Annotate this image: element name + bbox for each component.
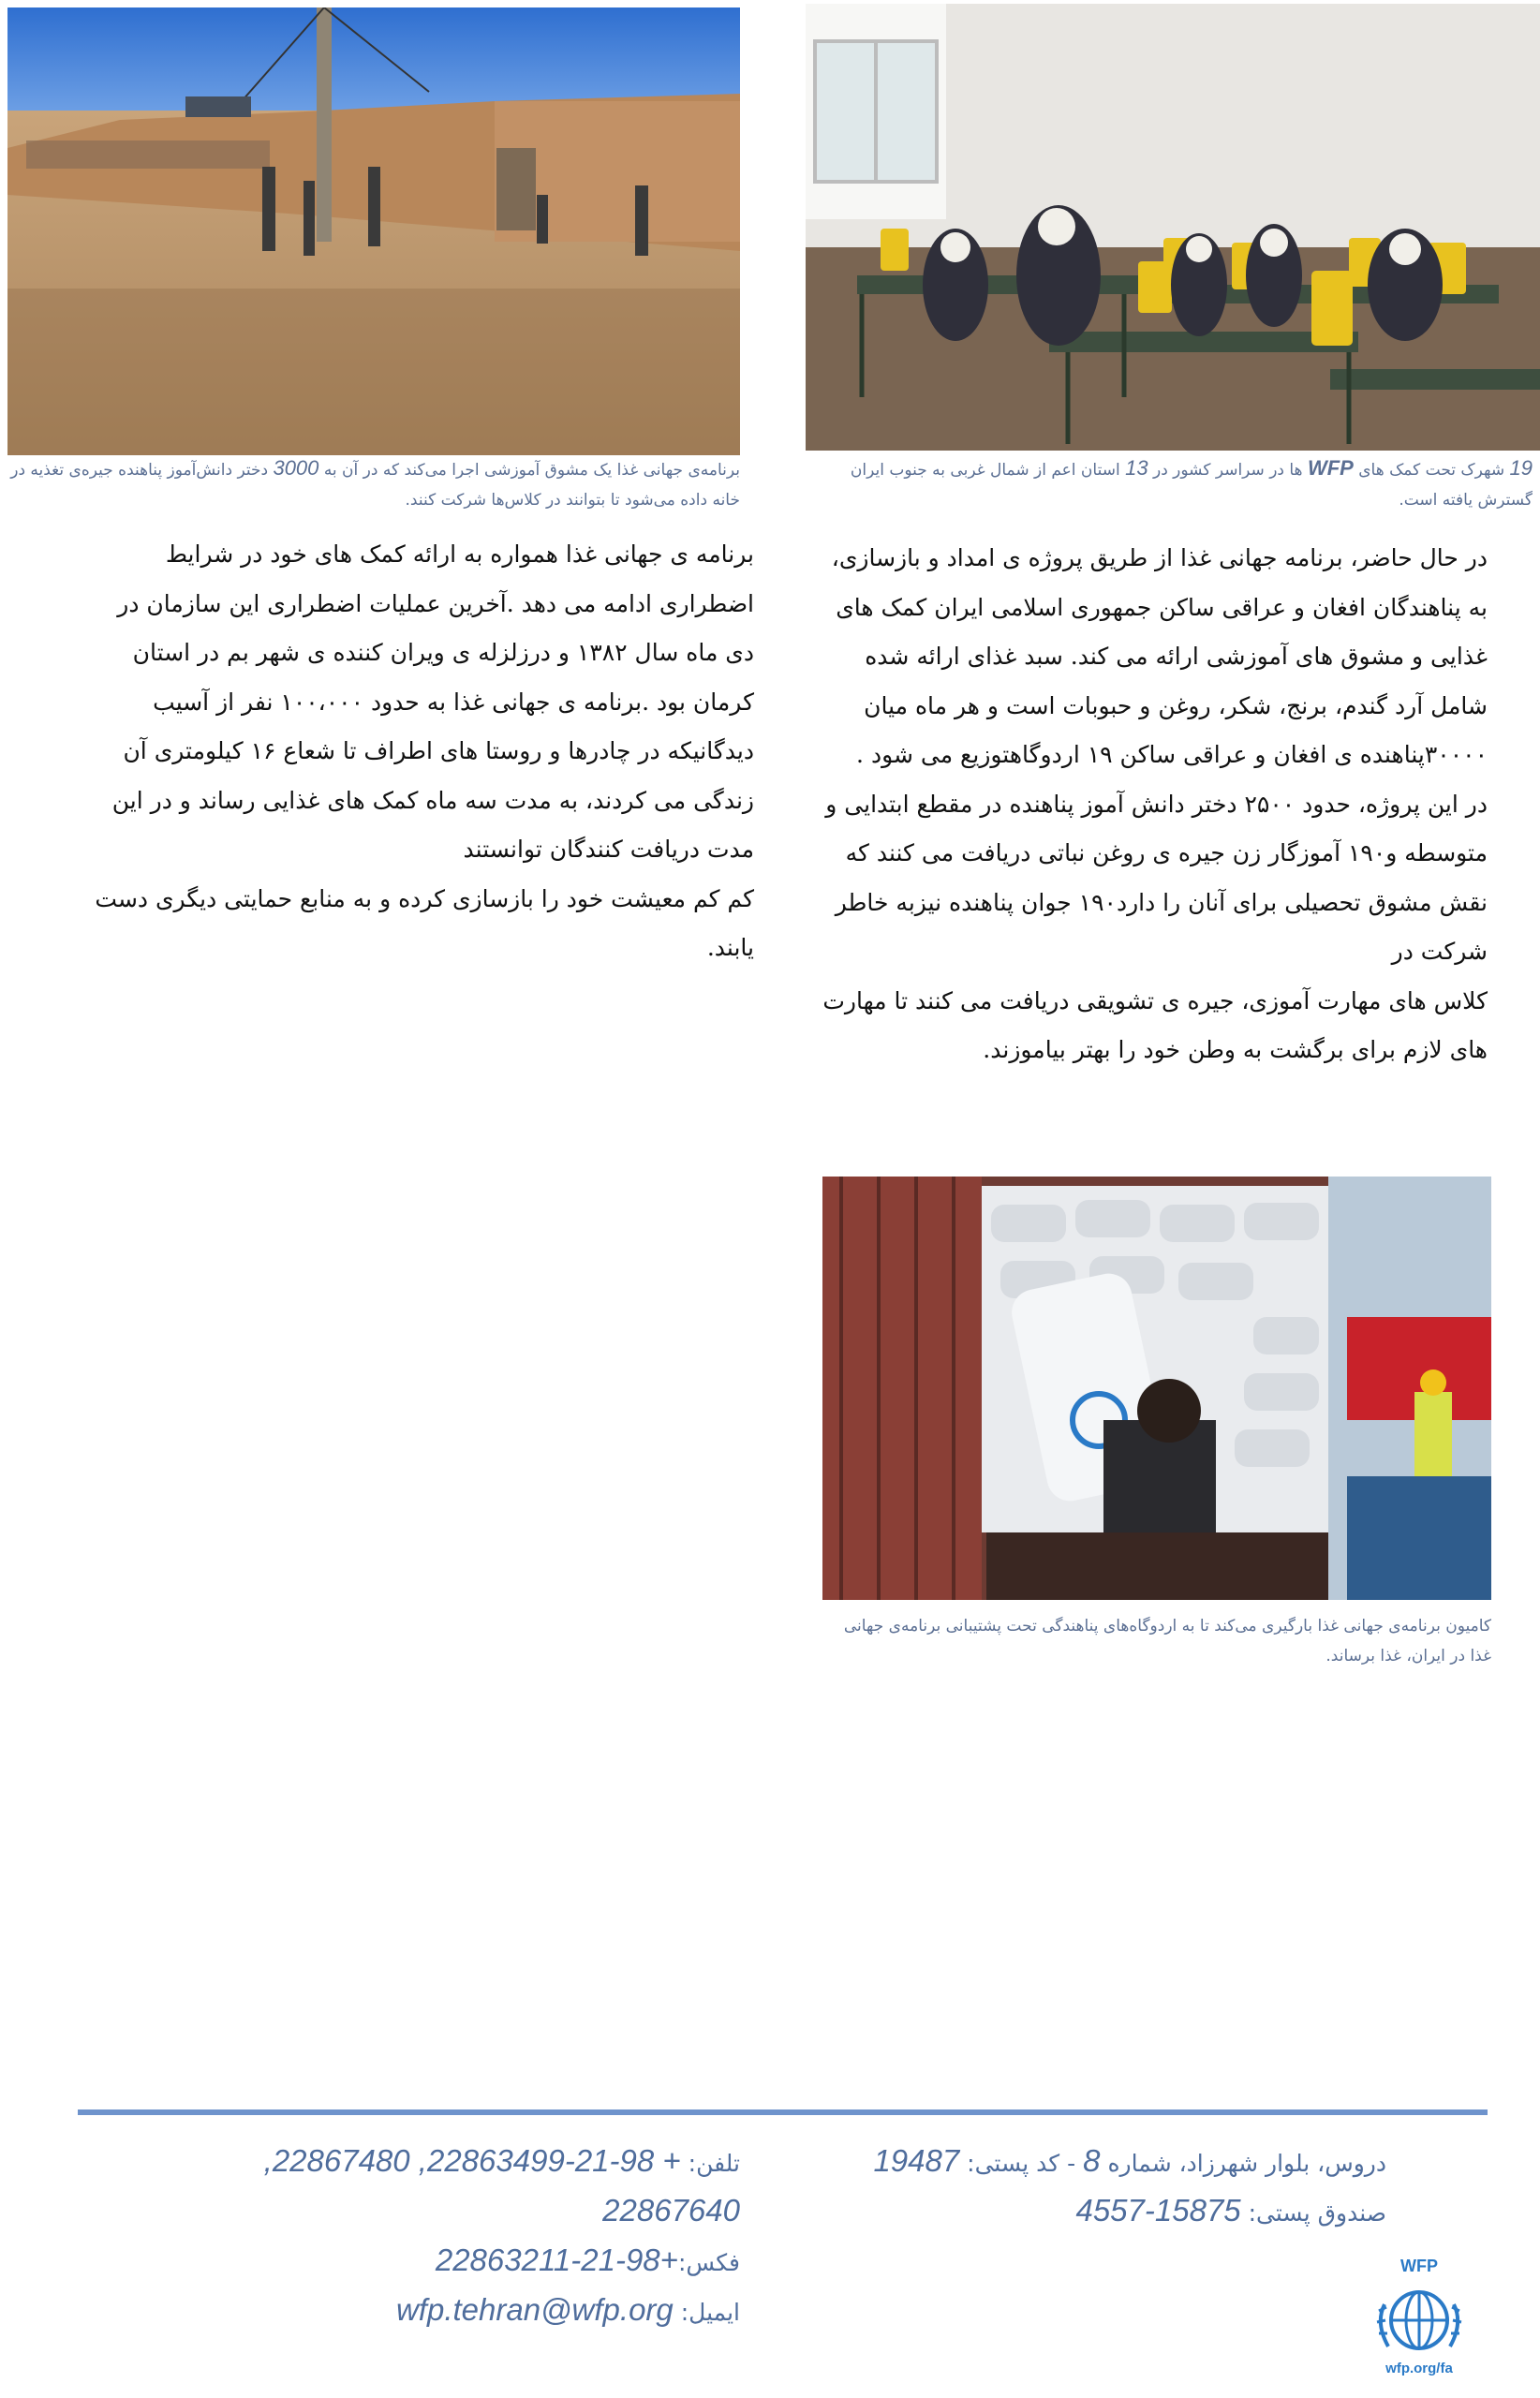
fax-number: +98-21-22863211 bbox=[435, 2243, 678, 2277]
phone-line bbox=[215, 2138, 740, 2187]
classroom-caption-text-3: استان اعم از شمال غربی به جنوب ایران گسترش یافته است. bbox=[850, 461, 1533, 510]
footer-divider bbox=[78, 2109, 1488, 2115]
truck-caption bbox=[824, 1611, 1491, 1671]
address-label: دروس، بلوار شهرزاد، شماره bbox=[1107, 2150, 1386, 2177]
classroom-caption-wfp: WFP bbox=[1307, 456, 1354, 480]
right-paragraph-1: در حال حاضر، برنامه جهانی غذا از طریق پروژه ی امداد و بازسازی، به پناهندگان افغان و عراقی ساکن جمهوری اسلامی ایران کمک های غذایی و مشوق های آموزشی ارائه می کند. سبد غذای ارائه شده شامل آرد گندم، برنج، شکر، روغن و حبوبات است و هر ماه میان ۳۰۰۰۰پناهنده ی افغان و عراقی ساکن ۱۹ اردوگاهتوزیع می شود . bbox=[831, 544, 1488, 768]
truck-photo bbox=[822, 1177, 1491, 1600]
classroom-caption-number-2: 13 bbox=[1125, 456, 1148, 480]
phone-numbers: + 98-21-22863499, 22867480, bbox=[263, 2143, 681, 2178]
wfp-logo bbox=[1368, 2253, 1471, 2379]
left-paragraph-2: کم کم معیشت خود را بازسازی کرده و به منابع حمایتی دیگری دست یابند. bbox=[95, 884, 754, 961]
right-paragraph-3: کلاس های مهارت آموزی، جیره ی تشویقی دریافت می کنند تا مهارت های لازم برای برگشت به وطن خود را بهتر بیاموزند. bbox=[822, 986, 1488, 1063]
classroom-caption-text-1: شهرک تحت کمک های bbox=[1358, 461, 1505, 480]
wfp-logo-url: wfp.org/fa bbox=[1385, 2361, 1453, 2376]
address-line bbox=[843, 2138, 1386, 2187]
classroom-photo bbox=[806, 4, 1540, 451]
phone-label: تلفن: bbox=[688, 2150, 740, 2177]
pobox-number: 15875-4557 bbox=[1075, 2193, 1241, 2228]
fax-line bbox=[215, 2237, 740, 2287]
email-link[interactable]: wfp.tehran@wfp.org bbox=[395, 2292, 674, 2327]
left-paragraph-1: برنامه ی جهانی غذا همواره به ارائه کمک های خود در شرایط اضطراری ادامه می دهد .آخرین عملیات اضطراری این سازمان در دی ماه سال ۱۳۸۲ و درزلزله ی ویران کننده ی شهر بم در استان کرمان بود .برنامه ی جهانی غذا به حدود ۱۰۰،۰۰۰ نفر از آسیب دیدگانیکه در چادرها و روستا های اطراف تا شعاع ۱۶ کیلومتری آن زندگی می کردند، به مدت سه ماه کمک های غذایی رساند و در این مدت دریافت کنندگان توانستند bbox=[111, 540, 754, 863]
truck-caption-text: کامیون برنامه‌ی جهانی غذا بارگیری می‌کند تا به اردوگاه‌های پناهندگی تحت پشتیبانی برنامه‌ی جهانی غذا در ایران، غذا برساند. bbox=[843, 1617, 1491, 1665]
right-paragraph-2: در این پروژه، حدود ۲۵۰۰ دختر دانش آموز پناهنده در مقطع ابتدایی و متوسطه و۱۹۰ آموزگار زن جیره ی روغن نباتی دریافت می کنند که نقش مشوق تحصیلی برای آنان را دارد۱۹۰ جوان پناهنده نیزبه خاطر شرکت در bbox=[825, 790, 1488, 965]
village-caption bbox=[7, 453, 740, 515]
phone-line-2 bbox=[215, 2187, 740, 2237]
address-number: 8 bbox=[1083, 2143, 1101, 2178]
left-article bbox=[84, 530, 754, 973]
classroom-caption-text-2: ها در سراسر کشور در bbox=[1152, 461, 1303, 480]
village-photo bbox=[7, 7, 740, 455]
footer-address bbox=[843, 2138, 1386, 2237]
village-caption-text-1: برنامه‌ی جهانی غذا یک مشوق آموزشی اجرا می‌کند که در آن به bbox=[323, 461, 740, 480]
village-caption-number: 3000 bbox=[273, 456, 319, 480]
postal-label: - کد پستی: bbox=[967, 2150, 1076, 2177]
wfp-logo-text: WFP bbox=[1400, 2257, 1438, 2275]
pobox-label: صندوق پستی: bbox=[1248, 2199, 1386, 2227]
footer-contact bbox=[215, 2138, 740, 2336]
email-label: ایمیل: bbox=[680, 2299, 740, 2326]
classroom-caption-number-1: 19 bbox=[1509, 456, 1533, 480]
email-line bbox=[215, 2287, 740, 2336]
fax-label: فکس: bbox=[677, 2249, 740, 2276]
postal-code: 19487 bbox=[873, 2143, 960, 2178]
right-article bbox=[815, 534, 1488, 1075]
pobox-line bbox=[843, 2187, 1386, 2237]
classroom-caption bbox=[824, 453, 1533, 515]
village-caption-text-2: دختر دانش‌آموز پناهنده جیره‌ی تغذیه در خانه داده می‌شود تا بتوانند در کلاس‌ها شرکت کنند. bbox=[10, 461, 740, 510]
phone-number-extra: 22867640 bbox=[602, 2193, 740, 2228]
